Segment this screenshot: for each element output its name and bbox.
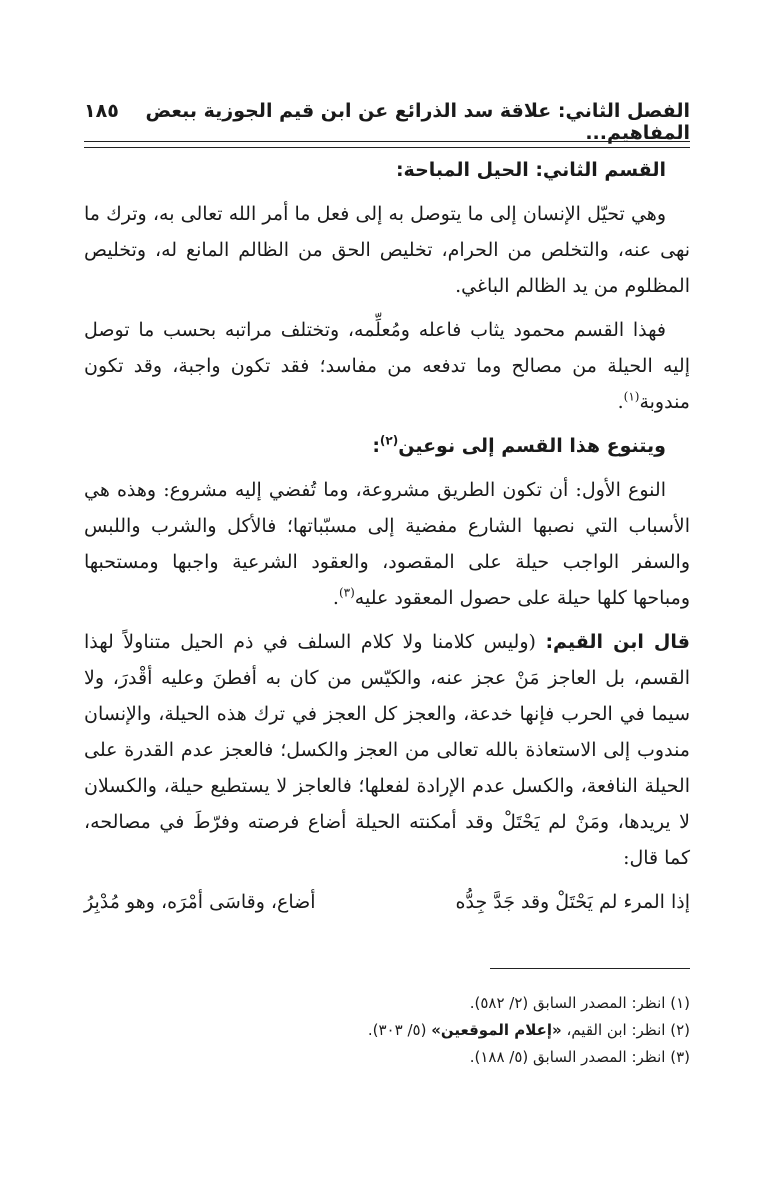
footnote-text: انظر: المصدر السابق (٢/ ٥٨٢). xyxy=(469,994,666,1012)
subheading-types xyxy=(84,428,690,464)
header-double-rule xyxy=(84,141,690,148)
subheading-text: ويتنوع هذا القسم إلى نوعين xyxy=(398,435,666,457)
main-text xyxy=(84,150,690,920)
footnote-book-title: «إعلام الموقعين» xyxy=(431,1021,562,1039)
type-one-end: . xyxy=(332,587,339,609)
verse-first-hemistich: إذا المرء لم يَحْتَلْ وقد جَدَّ جِدُّه xyxy=(455,891,690,913)
type-one-text: النوع الأول: أن تكون الطريق مشروعة، وما تُفضي إليه مشروع: وهذه هي الأسباب التي نصبها الشارع مفضية إلى مسبّباتها؛ فالأكل والشرب واللبس والسفر الواجب حيلة على المقصود، والعقود الشرعية واجبها ومستحبها ومباحها كلها حيلة على حصول المعقود عليه xyxy=(84,479,690,609)
footnote-ref-1[interactable]: (١) xyxy=(623,389,640,404)
paragraph-definition: وهي تحيّل الإنسان إلى ما يتوصل به إلى فعل ما أمر الله تعالى به، وترك ما نهى عنه، والتخلص من الحرام، تخليص الحق من الظالم المانع له، وتخليص المظلوم من يد الظالم الباغي. xyxy=(84,203,690,297)
footnote-text: انظر: ابن القيم، xyxy=(561,1021,666,1039)
footnote-text-after: (٥/ ٣٠٣). xyxy=(367,1021,432,1039)
footnote-separator xyxy=(490,968,690,969)
running-header xyxy=(84,100,690,144)
footnote-3 xyxy=(84,1044,690,1071)
paragraph-ruling xyxy=(84,312,690,420)
footnote-ref-2[interactable]: (٢) xyxy=(379,433,399,448)
footnote-number: (٣) xyxy=(670,1048,690,1066)
footnotes xyxy=(84,990,690,1071)
poetry-verse xyxy=(84,884,690,920)
chapter-title: الفصل الثاني: علاقة سد الذرائع عن ابن قيم الجوزية ببعض المفاهيم... xyxy=(145,100,690,144)
page-number: ١٨٥ xyxy=(84,100,119,122)
subheading-end: : xyxy=(372,435,380,457)
footnote-ref-3[interactable]: (٣) xyxy=(338,585,355,600)
paragraph-ruling-end: . xyxy=(617,391,624,413)
footnote-text: انظر: المصدر السابق (٥/ ١٨٨). xyxy=(469,1048,666,1066)
paragraph-ruling-text: فهذا القسم محمود يثاب فاعله ومُعلِّمه، وتختلف مراتبه بحسب ما توصل إليه الحيلة من مصالح وما تدفعه من مفاسد؛ فقد تكون واجبة، وقد تكون مندوبة xyxy=(84,319,690,413)
footnote-2 xyxy=(84,1017,690,1044)
footnote-1 xyxy=(84,990,690,1017)
quote-text: (وليس كلامنا ولا كلام السلف في ذم الحيل متناولاً لهذا القسم، بل العاجز مَنْ عجز عنه، والكيّس من كان به أفطنَ وعليه أقْدرَ، ولا سيما في الحرب فإنها خدعة، والعجز كل العجز في ترك هذه الحيلة، والإنسان مندوب إلى الاستعاذة بالله تعالى من العجز والكسل؛ فالعجز عدم القدرة على الحيلة النافعة، والكسل عدم الإرادة لفعلها؛ فالعاجز لا يستطيع حيلة، والكسلان لا يريدها، ومَنْ لم يَحْتَلْ وقد أمكنته الحيلة أضاع فرصته وفرّطَ في مصالحه، كما قال: xyxy=(84,631,690,869)
footnote-number: (٢) xyxy=(670,1021,690,1039)
paragraph-type-one xyxy=(84,472,690,616)
paragraph-quote xyxy=(84,624,690,876)
quote-lead: قال ابن القيم: xyxy=(545,631,690,653)
section-heading: القسم الثاني: الحيل المباحة: xyxy=(395,159,666,181)
verse-second-hemistich: أضاع، وقاسَى أمْرَه، وهو مُدْبِرُ xyxy=(84,891,316,913)
footnote-number: (١) xyxy=(670,994,690,1012)
